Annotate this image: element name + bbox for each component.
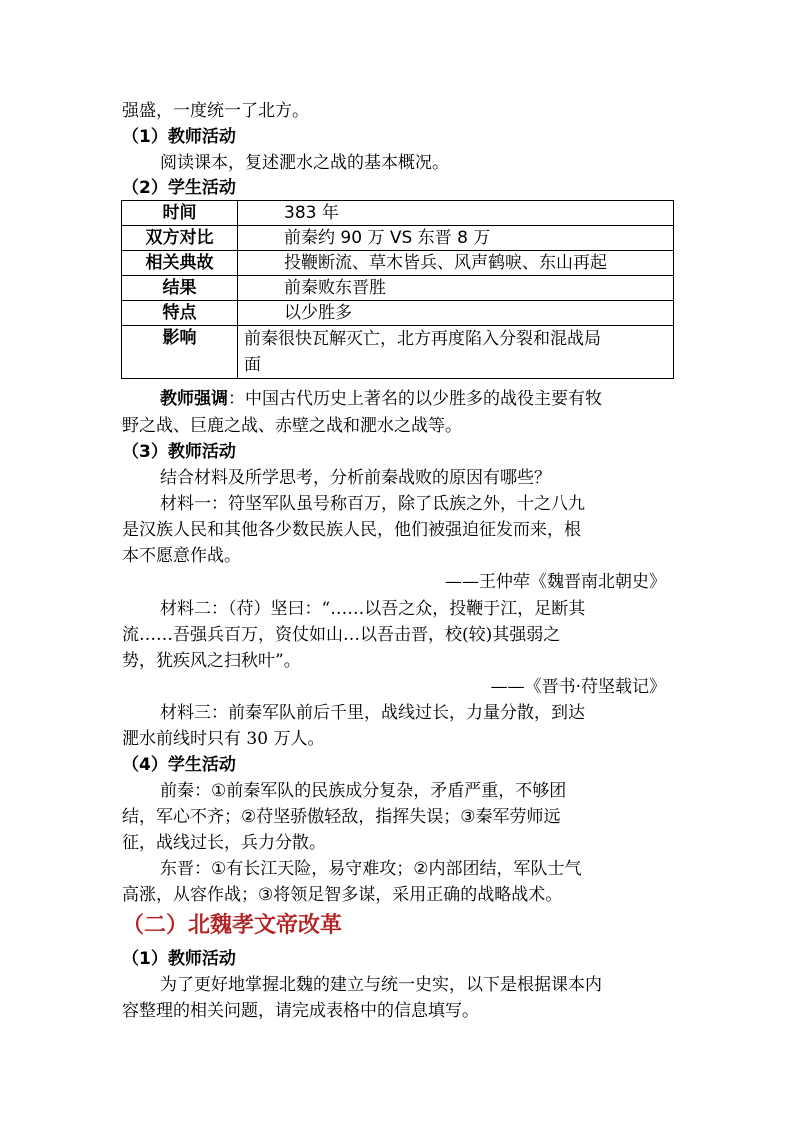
table-row bbox=[122, 276, 674, 301]
table-row bbox=[122, 301, 674, 326]
text-line: 阅读课本，复述淝水之战的基本概况。 bbox=[160, 153, 449, 173]
emphasis-text: ：中国古代历史上著名的以少胜多的战役主要有牧 bbox=[228, 389, 602, 409]
row-value bbox=[238, 326, 674, 379]
section-heading: （2）学生活动 bbox=[122, 178, 236, 198]
text-line: 容整理的相关问题，请完成表格中的信息填写。 bbox=[122, 1001, 479, 1021]
row-key: 时间 bbox=[122, 201, 238, 226]
text-line: 结，军心不齐；②苻坚骄傲轻敌，指挥失误；③秦军劳师远 bbox=[122, 807, 561, 827]
table-row bbox=[122, 201, 674, 226]
row-value: 前秦约 90 万 VS 东晋 8 万 bbox=[238, 226, 674, 251]
row-key: 特点 bbox=[122, 301, 238, 326]
material-line: 淝水前线时只有 30 万人。 bbox=[122, 729, 325, 749]
row-key: 结果 bbox=[122, 276, 238, 301]
table-row bbox=[122, 326, 674, 379]
material-line: 材料三：前秦军队前后千里，战线过长，力量分散，到达 bbox=[160, 703, 585, 723]
section-heading: （1）教师活动 bbox=[122, 949, 236, 969]
battle-info-table bbox=[121, 200, 674, 379]
text-line: 为了更好地掌握北魏的建立与统一史实，以下是根据课本内 bbox=[160, 975, 602, 995]
material-line: 本不愿意作战。 bbox=[122, 546, 241, 566]
material-line: 是汉族人民和其他各少数民族人民，他们被强迫征发而来，根 bbox=[122, 520, 581, 540]
section-heading: （1）教师活动 bbox=[122, 127, 236, 147]
text-line: 东晋：①有长江天险，易守难攻；②内部团结，军队士气 bbox=[160, 859, 582, 879]
emphasis-label: 教师强调 bbox=[160, 389, 228, 409]
row-key: 影响 bbox=[122, 326, 238, 379]
row-value: 前秦败东晋胜 bbox=[238, 276, 674, 301]
section-heading: （3）教师活动 bbox=[122, 442, 236, 462]
section-heading: （4）学生活动 bbox=[122, 755, 236, 775]
table-row bbox=[122, 251, 674, 276]
table-row bbox=[122, 226, 674, 251]
material-line: 材料一：符坚军队虽号称百万，除了氐族之外，十之八九 bbox=[160, 494, 585, 514]
row-key: 相关典故 bbox=[122, 251, 238, 276]
material-line: 材料二：（苻）坚曰：“……以吾之众，投鞭于江，足断其 bbox=[160, 599, 586, 619]
emphasis-line bbox=[160, 386, 720, 412]
material-line: 流……吾强兵百万，资仗如山…以吾击晋，校(较)其强弱之 bbox=[122, 625, 561, 645]
row-value: 投鞭断流、草木皆兵、风声鹤唳、东山再起 bbox=[238, 251, 674, 276]
row-value-line: 面 bbox=[244, 355, 261, 375]
text-line: 高涨，从容作战；③将领足智多谋，采用正确的战略战术。 bbox=[122, 885, 563, 905]
text-line: 野之战、巨鹿之战、赤壁之战和淝水之战等。 bbox=[122, 416, 462, 436]
text-line: 征，战线过长，兵力分散。 bbox=[122, 833, 326, 853]
material-source: ——《晋书·苻坚载记》 bbox=[490, 677, 666, 697]
row-value: 以少胜多 bbox=[238, 301, 674, 326]
row-value-line: 前秦很快瓦解灭亡，北方再度陷入分裂和混战局 bbox=[244, 329, 601, 349]
chapter-heading: （二）北魏孝文帝改革 bbox=[122, 913, 343, 938]
text-line: 前秦：①前秦军队的民族成分复杂，矛盾严重，不够团 bbox=[160, 781, 567, 801]
text-line: 结合材料及所学思考，分析前秦战败的原因有哪些？ bbox=[160, 468, 551, 488]
row-value: 383 年 bbox=[238, 201, 674, 226]
material-line: 势，犹疾风之扫秋叶”。 bbox=[122, 651, 301, 671]
row-key: 双方对比 bbox=[122, 226, 238, 251]
text-line: 强盛，一度统一了北方。 bbox=[122, 101, 309, 121]
material-source: ——王仲荦《魏晋南北朝史》 bbox=[445, 572, 666, 592]
